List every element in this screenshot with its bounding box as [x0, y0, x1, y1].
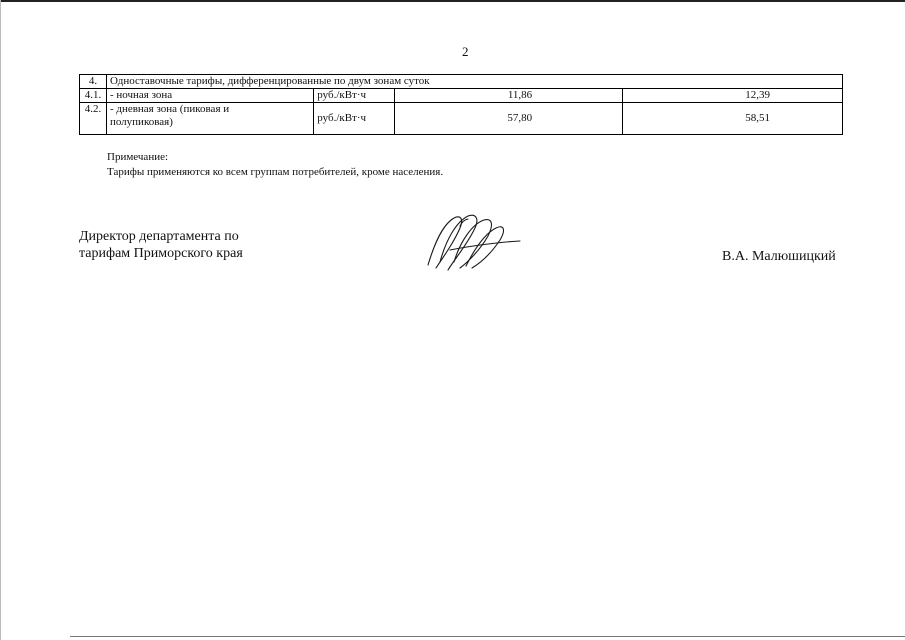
row-number: 4.2.: [80, 103, 107, 135]
scan-edge-bottom: [70, 636, 905, 637]
table-row: [80, 89, 843, 103]
scan-edge-top: [0, 0, 905, 2]
signatory-name: В.А. Малюшицкий: [722, 249, 836, 264]
tariff-table: [79, 74, 843, 135]
row-unit: руб./кВт·ч: [314, 89, 395, 103]
handwritten-signature: [420, 210, 530, 275]
row-label: [106, 103, 313, 135]
row-label: - ночная зона: [106, 89, 313, 103]
tariff-value-2: 58,51: [623, 103, 843, 135]
table-row: [80, 103, 843, 135]
tariff-value-2: 12,39: [623, 89, 843, 103]
note-block: [107, 150, 443, 180]
signatory-position: [79, 228, 243, 262]
row-number: 4.: [80, 75, 107, 89]
note-title: Примечание:: [107, 151, 169, 163]
row-label-line: - дневная зона (пиковая и: [109, 103, 230, 115]
tariff-value-1: 11,86: [395, 89, 623, 103]
row-label-line: полупиковая): [109, 116, 173, 128]
row-number: 4.1.: [80, 89, 107, 103]
scan-edge-left: [0, 0, 1, 640]
note-text: Тарифы применяются ко всем группам потребителей, кроме населения.: [107, 166, 444, 178]
table-row: [80, 75, 843, 89]
page-number: 2: [462, 44, 469, 59]
position-line: Директор департамента по: [79, 229, 239, 244]
row-unit: руб./кВт·ч: [314, 103, 395, 135]
tariff-value-1: 57,80: [395, 103, 623, 135]
position-line: тарифам Приморского края: [79, 246, 243, 261]
section-heading: Одноставочные тарифы, дифференцированные по двум зонам суток: [106, 75, 842, 89]
